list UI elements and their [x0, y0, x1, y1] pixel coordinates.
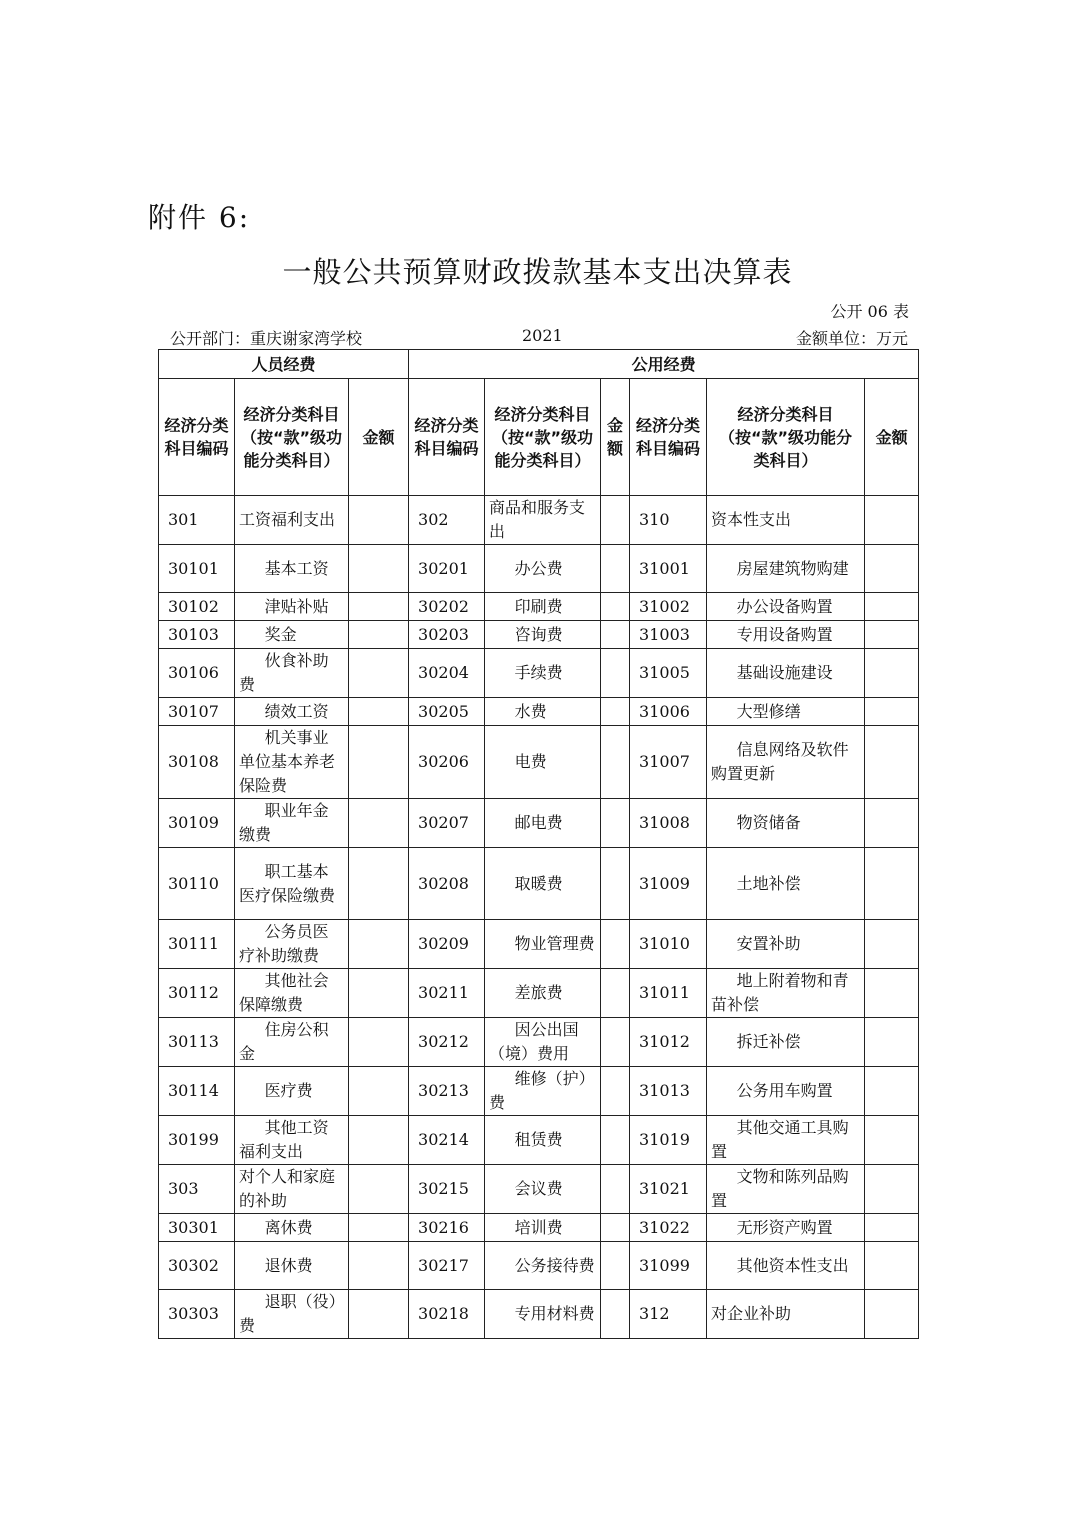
cell-code-goods: 30209 — [409, 920, 485, 969]
cell-amount-goods — [601, 698, 630, 726]
cell-name-goods: 办公费 — [485, 545, 601, 593]
cell-name-capital: 信息网络及软件购置更新 — [707, 726, 865, 799]
table-row — [159, 1165, 919, 1214]
cell-amount-goods — [601, 1165, 630, 1214]
cell-name-capital: 公务用车购置 — [707, 1067, 865, 1116]
cell-code-personnel: 30111 — [159, 920, 235, 969]
cell-code-capital: 31019 — [630, 1116, 707, 1165]
cell-code-personnel: 30110 — [159, 848, 235, 920]
cell-name-capital: 文物和陈列品购置 — [707, 1165, 865, 1214]
cell-amount-capital — [865, 698, 919, 726]
cell-amount-personnel — [349, 1165, 409, 1214]
cell-code-goods: 30205 — [409, 698, 485, 726]
cell-code-capital: 310 — [630, 496, 707, 545]
cell-amount-goods — [601, 1214, 630, 1242]
cell-amount-personnel — [349, 920, 409, 969]
cell-amount-personnel — [349, 848, 409, 920]
cell-code-personnel: 30112 — [159, 969, 235, 1018]
cell-amount-goods — [601, 1290, 630, 1339]
table-row — [159, 920, 919, 969]
cell-code-capital: 31005 — [630, 649, 707, 698]
cell-name-capital: 资本性支出 — [707, 496, 865, 545]
page-title: 一般公共预算财政拨款基本支出决算表 — [282, 255, 793, 289]
table-row — [159, 848, 919, 920]
cell-amount-capital — [865, 726, 919, 799]
cell-code-capital: 312 — [630, 1290, 707, 1339]
cell-code-personnel: 30106 — [159, 649, 235, 698]
cell-amount-personnel — [349, 1116, 409, 1165]
cell-name-goods: 租赁费 — [485, 1116, 601, 1165]
cell-code-capital: 31007 — [630, 726, 707, 799]
cell-amount-goods — [601, 545, 630, 593]
cell-amount-goods — [601, 1067, 630, 1116]
cell-name-goods: 物业管理费 — [485, 920, 601, 969]
cell-name-personnel: 工资福利支出 — [235, 496, 349, 545]
cell-code-personnel: 30301 — [159, 1214, 235, 1242]
cell-amount-capital — [865, 920, 919, 969]
cell-code-capital: 31022 — [630, 1214, 707, 1242]
cell-amount-goods — [601, 799, 630, 848]
cell-code-goods: 30216 — [409, 1214, 485, 1242]
cell-name-goods: 水费 — [485, 698, 601, 726]
cell-name-personnel: 对个人和家庭的补助 — [235, 1165, 349, 1214]
cell-code-capital: 31021 — [630, 1165, 707, 1214]
cell-code-goods: 30214 — [409, 1116, 485, 1165]
cell-name-capital: 办公设备购置 — [707, 593, 865, 621]
cell-code-capital: 31001 — [630, 545, 707, 593]
cell-name-personnel: 其他社会保障缴费 — [235, 969, 349, 1018]
cell-amount-capital — [865, 799, 919, 848]
cell-name-personnel: 津贴补贴 — [235, 593, 349, 621]
cell-code-capital: 31011 — [630, 969, 707, 1018]
cell-code-personnel: 303 — [159, 1165, 235, 1214]
cell-code-goods: 30211 — [409, 969, 485, 1018]
group-header-public: 公用经费 — [409, 350, 919, 379]
cell-code-goods: 30212 — [409, 1018, 485, 1067]
cell-amount-capital — [865, 621, 919, 649]
cell-name-capital: 其他资本性支出 — [707, 1242, 865, 1290]
cell-amount-goods — [601, 848, 630, 920]
table-row — [159, 649, 919, 698]
cell-amount-goods — [601, 1018, 630, 1067]
cell-name-personnel: 退休费 — [235, 1242, 349, 1290]
cell-code-goods: 30204 — [409, 649, 485, 698]
cell-name-goods: 公务接待费 — [485, 1242, 601, 1290]
cell-name-capital: 房屋建筑物购建 — [707, 545, 865, 593]
cell-name-capital: 拆迁补偿 — [707, 1018, 865, 1067]
table-meta — [170, 326, 908, 348]
cell-name-capital: 土地补偿 — [707, 848, 865, 920]
cell-name-goods: 会议费 — [485, 1165, 601, 1214]
cell-amount-goods — [601, 593, 630, 621]
cell-amount-capital — [865, 1116, 919, 1165]
cell-code-goods: 30213 — [409, 1067, 485, 1116]
cell-name-capital: 无形资产购置 — [707, 1214, 865, 1242]
cell-name-capital: 地上附着物和青苗补偿 — [707, 969, 865, 1018]
table-row — [159, 969, 919, 1018]
cell-code-capital: 31010 — [630, 920, 707, 969]
cell-name-goods: 差旅费 — [485, 969, 601, 1018]
cell-code-goods: 30217 — [409, 1242, 485, 1290]
cell-amount-capital — [865, 1214, 919, 1242]
table-row — [159, 799, 919, 848]
col-header-amount: 金额 — [601, 379, 630, 496]
table-row — [159, 1116, 919, 1165]
year: 2021 — [522, 326, 563, 345]
cell-code-personnel: 30103 — [159, 621, 235, 649]
cell-code-capital: 31013 — [630, 1067, 707, 1116]
table-number: 公开 06 表 — [830, 302, 909, 321]
cell-code-goods: 30215 — [409, 1165, 485, 1214]
cell-code-goods: 30206 — [409, 726, 485, 799]
cell-code-goods: 30208 — [409, 848, 485, 920]
cell-code-personnel: 301 — [159, 496, 235, 545]
cell-name-capital: 安置补助 — [707, 920, 865, 969]
col-header-name: 经济分类科目（按“款”级功能分类科目） — [707, 379, 865, 496]
col-header-code: 经济分类科目编码 — [630, 379, 707, 496]
cell-amount-capital — [865, 1290, 919, 1339]
cell-amount-capital — [865, 848, 919, 920]
col-header-code: 经济分类科目编码 — [159, 379, 235, 496]
table-row — [159, 726, 919, 799]
cell-name-personnel: 基本工资 — [235, 545, 349, 593]
cell-amount-personnel — [349, 621, 409, 649]
cell-amount-personnel — [349, 726, 409, 799]
cell-name-personnel: 其他工资福利支出 — [235, 1116, 349, 1165]
col-header-code: 经济分类科目编码 — [409, 379, 485, 496]
cell-code-capital: 31006 — [630, 698, 707, 726]
cell-name-capital: 其他交通工具购置 — [707, 1116, 865, 1165]
cell-code-goods: 302 — [409, 496, 485, 545]
cell-name-goods: 取暖费 — [485, 848, 601, 920]
cell-name-personnel: 住房公积金 — [235, 1018, 349, 1067]
cell-name-goods: 商品和服务支出 — [485, 496, 601, 545]
cell-amount-personnel — [349, 496, 409, 545]
cell-code-goods: 30218 — [409, 1290, 485, 1339]
expenditure-table — [158, 349, 919, 1339]
cell-amount-capital — [865, 1165, 919, 1214]
cell-name-goods: 维修（护）费 — [485, 1067, 601, 1116]
table-row — [159, 1214, 919, 1242]
table-row — [159, 545, 919, 593]
cell-amount-capital — [865, 593, 919, 621]
cell-name-personnel: 离休费 — [235, 1214, 349, 1242]
cell-name-goods: 电费 — [485, 726, 601, 799]
cell-code-goods: 30201 — [409, 545, 485, 593]
cell-amount-capital — [865, 496, 919, 545]
cell-amount-goods — [601, 726, 630, 799]
cell-name-capital: 基础设施建设 — [707, 649, 865, 698]
col-header-name: 经济分类科目（按“款”级功能分类科目） — [235, 379, 349, 496]
cell-name-capital: 物资储备 — [707, 799, 865, 848]
table-row — [159, 593, 919, 621]
cell-code-capital: 31002 — [630, 593, 707, 621]
cell-amount-personnel — [349, 1242, 409, 1290]
cell-amount-personnel — [349, 1214, 409, 1242]
cell-code-capital: 31009 — [630, 848, 707, 920]
cell-name-goods: 印刷费 — [485, 593, 601, 621]
col-header-amount: 金额 — [349, 379, 409, 496]
cell-name-personnel: 职工基本医疗保险缴费 — [235, 848, 349, 920]
cell-name-goods: 咨询费 — [485, 621, 601, 649]
cell-name-goods: 邮电费 — [485, 799, 601, 848]
group-header-personnel: 人员经费 — [159, 350, 409, 379]
cell-amount-capital — [865, 969, 919, 1018]
col-header-name: 经济分类科目（按“款”级功能分类科目） — [485, 379, 601, 496]
table-row — [159, 1242, 919, 1290]
table-row — [159, 1067, 919, 1116]
cell-amount-capital — [865, 1242, 919, 1290]
cell-code-personnel: 30108 — [159, 726, 235, 799]
cell-name-personnel: 退职（役）费 — [235, 1290, 349, 1339]
attachment-label: 附件 6: — [148, 201, 251, 234]
cell-name-personnel: 机关事业单位基本养老保险费 — [235, 726, 349, 799]
cell-code-capital: 31003 — [630, 621, 707, 649]
cell-amount-goods — [601, 920, 630, 969]
table-row — [159, 698, 919, 726]
department: 公开部门：重庆谢家湾学校 — [170, 329, 363, 348]
cell-name-personnel: 公务员医疗补助缴费 — [235, 920, 349, 969]
cell-amount-personnel — [349, 1018, 409, 1067]
table-body — [159, 496, 919, 1339]
cell-amount-capital — [865, 1018, 919, 1067]
cell-code-personnel: 30107 — [159, 698, 235, 726]
cell-amount-goods — [601, 496, 630, 545]
cell-code-goods: 30202 — [409, 593, 485, 621]
cell-code-personnel: 30199 — [159, 1116, 235, 1165]
cell-amount-goods — [601, 1116, 630, 1165]
cell-amount-capital — [865, 545, 919, 593]
cell-amount-personnel — [349, 1290, 409, 1339]
table-row — [159, 1018, 919, 1067]
cell-code-personnel: 30101 — [159, 545, 235, 593]
cell-code-capital: 31012 — [630, 1018, 707, 1067]
cell-name-capital: 专用设备购置 — [707, 621, 865, 649]
amount-unit: 金额单位：万元 — [795, 329, 908, 348]
cell-amount-personnel — [349, 799, 409, 848]
cell-code-personnel: 30302 — [159, 1242, 235, 1290]
cell-name-personnel: 伙食补助费 — [235, 649, 349, 698]
cell-name-capital: 对企业补助 — [707, 1290, 865, 1339]
table-row — [159, 496, 919, 545]
cell-code-personnel: 30114 — [159, 1067, 235, 1116]
cell-code-capital: 31008 — [630, 799, 707, 848]
cell-amount-goods — [601, 649, 630, 698]
cell-code-personnel: 30102 — [159, 593, 235, 621]
table-row — [159, 621, 919, 649]
cell-code-personnel: 30113 — [159, 1018, 235, 1067]
cell-name-goods: 手续费 — [485, 649, 601, 698]
col-header-amount: 金额 — [865, 379, 919, 496]
cell-name-personnel: 职业年金缴费 — [235, 799, 349, 848]
cell-amount-personnel — [349, 698, 409, 726]
cell-amount-capital — [865, 1067, 919, 1116]
cell-name-personnel: 奖金 — [235, 621, 349, 649]
cell-name-personnel: 医疗费 — [235, 1067, 349, 1116]
cell-code-personnel: 30109 — [159, 799, 235, 848]
cell-name-goods: 培训费 — [485, 1214, 601, 1242]
cell-code-capital: 31099 — [630, 1242, 707, 1290]
cell-code-personnel: 30303 — [159, 1290, 235, 1339]
cell-name-goods: 专用材料费 — [485, 1290, 601, 1339]
cell-code-goods: 30207 — [409, 799, 485, 848]
cell-amount-personnel — [349, 593, 409, 621]
cell-amount-capital — [865, 649, 919, 698]
cell-amount-goods — [601, 1242, 630, 1290]
cell-name-personnel: 绩效工资 — [235, 698, 349, 726]
cell-amount-personnel — [349, 545, 409, 593]
cell-amount-personnel — [349, 649, 409, 698]
cell-amount-personnel — [349, 969, 409, 1018]
cell-amount-goods — [601, 969, 630, 1018]
table-row — [159, 1290, 919, 1339]
cell-amount-goods — [601, 621, 630, 649]
cell-name-goods: 因公出国（境）费用 — [485, 1018, 601, 1067]
cell-name-capital: 大型修缮 — [707, 698, 865, 726]
cell-amount-personnel — [349, 1067, 409, 1116]
cell-code-goods: 30203 — [409, 621, 485, 649]
